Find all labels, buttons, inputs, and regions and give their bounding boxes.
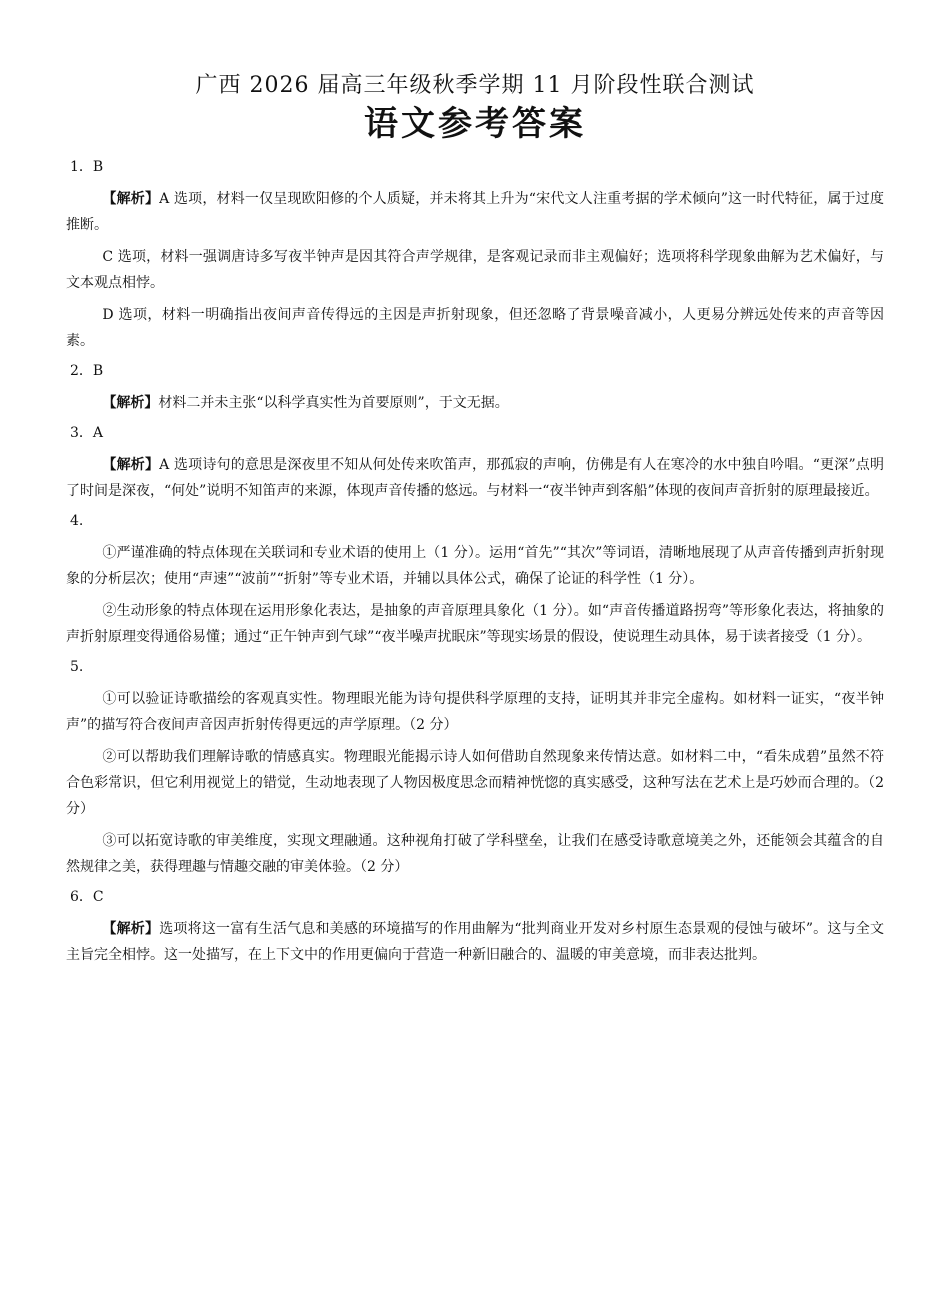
document-title: 语文参考答案 (364, 104, 586, 144)
question-5 (66, 656, 884, 880)
question-4 (66, 510, 884, 650)
question-6-answer: 6．C (70, 889, 104, 905)
question-5-point-1: ①可以验证诗歌描绘的客观真实性。物理眼光能为诗句提供科学原理的支持，证明其并非完全虚构。如材料一证实，“夜半钟声”的描写符合夜间声音因声折射传得更远的声学原理。（2 分） (66, 691, 884, 733)
analysis-text: A 选项诗句的意思是深夜里不知从何处传来吹笛声，那孤寂的声响，仿佛是有人在寒冷的水中独自吟唱。“更深”点明了时间是深夜，“何处”说明不知笛声的来源，体现声音传播的悠远。与材料一“夜半钟声到客船”体现的夜间声音折射的原理最接近。 (66, 457, 884, 499)
analysis-text: 材料二并未主张“以科学真实性为首要原则”，于文无据。 (158, 395, 509, 411)
question-1-answer: 1．B (70, 159, 104, 175)
question-6-para-1 (66, 916, 884, 968)
analysis-tag: 【解析】 (102, 395, 159, 411)
question-5-point-3: ③可以拓宽诗歌的审美维度，实现文理融通。这种视角打破了学科壁垒，让我们在感受诗歌意境美之外，还能领会其蕴含的自然规律之美，获得理趣与情趣交融的审美体验。（2 分） (66, 833, 884, 875)
question-1-para-3: D 选项，材料一明确指出夜间声音传得远的主因是声折射现象，但还忽略了背景噪音减小，人更易分辨远处传来的声音等因素。 (66, 307, 884, 349)
question-1-para-1 (66, 186, 884, 238)
question-4-number: 4. (70, 513, 84, 529)
analysis-text: A 选项，材料一仅呈现欧阳修的个人质疑，并未将其上升为“宋代文人注重考据的学术倾向”这一时代特征，属于过度推断。 (66, 191, 884, 233)
analysis-tag: 【解析】 (102, 921, 160, 937)
question-5-point-2: ②可以帮助我们理解诗歌的情感真实。物理眼光能揭示诗人如何借助自然现象来传情达意。如材料二中，“看朱成碧”虽然不符合色彩常识，但它利用视觉上的错觉，生动地表现了人物因极度思念而精神恍惚的真实感受，这种写法在艺术上是巧妙而合理的。（2 分） (66, 749, 884, 817)
analysis-tag: 【解析】 (102, 457, 160, 473)
question-2-para-1 (66, 390, 884, 416)
question-6 (66, 886, 884, 968)
question-1-para-2: C 选项，材料一强调唐诗多写夜半钟声是因其符合声学规律，是客观记录而非主观偏好；选项将科学现象曲解为艺术偏好，与文本观点相悖。 (66, 249, 884, 291)
question-3 (66, 422, 884, 504)
question-2 (66, 360, 884, 416)
question-2-answer: 2．B (70, 363, 104, 379)
question-1 (66, 156, 884, 354)
analysis-text: 选项将这一富有生活气息和美感的环境描写的作用曲解为“批判商业开发对乡村原生态景观的侵蚀与破坏”。这与全文主旨完全相悖。这一处描写，在上下文中的作用更偏向于营造一种新旧融合的、温暖的审美意境，而非表达批判。 (66, 921, 885, 963)
exam-title: 广西 2026 届高三年级秋季学期 11 月阶段性联合测试 (195, 73, 755, 98)
question-3-answer: 3．A (70, 425, 104, 441)
question-4-point-1: ①严谨准确的特点体现在关联词和专业术语的使用上（1 分）。运用“首先”“其次”等词语，清晰地展现了从声音传播到声折射现象的分析层次；使用“声速”“波前”“折射”等专业术语，并辅以具体公式，确保了论证的科学性（1 分）。 (66, 545, 884, 587)
question-4-point-2: ②生动形象的特点体现在运用形象化表达，是抽象的声音原理具象化（1 分）。如“声音传播道路拐弯”等形象化表达，将抽象的声折射原理变得通俗易懂；通过“正午钟声到气球”“夜半噪声扰眠床”等现实场景的假设，使说理生动具体，易于读者接受（1 分）。 (66, 603, 884, 645)
question-5-number: 5. (70, 659, 84, 675)
question-3-para-1 (66, 452, 884, 504)
analysis-tag: 【解析】 (102, 191, 160, 207)
